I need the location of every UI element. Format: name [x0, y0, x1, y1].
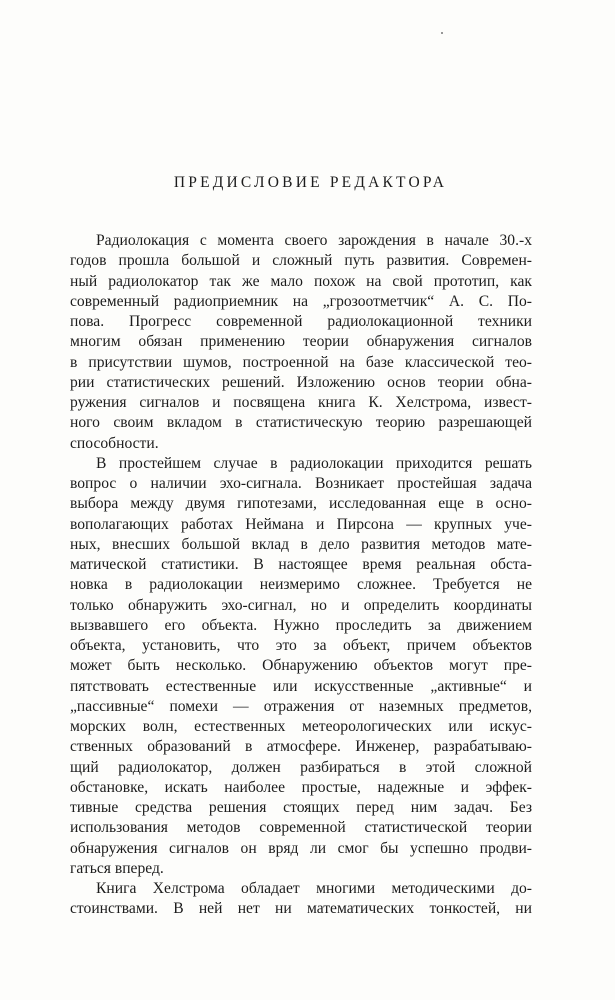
text-line: Радиолокация с момента своего зарождения в начале 30.-х: [96, 232, 532, 249]
page-heading: ПРЕДИСЛОВИЕ РЕДАКТОРА: [173, 174, 448, 191]
text-line: использования методов современной статистической теории: [70, 819, 532, 837]
text-line: современный радиоприемник на „грозоотметчик“ А. С. По-: [70, 292, 532, 310]
text-line: ственных образований в атмосфере. Инженер, разрабатываю-: [70, 738, 532, 756]
text-line: матической статистики. В настоящее время реальная обста-: [70, 556, 532, 573]
text-line: стоинствами. В ней нет ни математических тонкостей, ни: [70, 900, 532, 918]
text-line: гаться вперед.: [70, 859, 164, 877]
text-line: морских волн, естественных метеорологических или искус-: [70, 718, 532, 735]
text-line: В простейшем случае в радиолокации приходится решать: [96, 454, 532, 472]
text-line: годов прошла большой и сложный путь развития. Современ-: [70, 252, 532, 270]
text-line: ный радиолокатор так же мало похож на свой прототип, как: [70, 272, 532, 290]
text-line: способности.: [70, 434, 159, 452]
text-line: пова. Прогресс современной радиолокационной техники: [70, 313, 532, 330]
text-line: в присутствии шумов, построенной на базе классической тео-: [70, 353, 532, 371]
text-line: ного своим вкладом в статистическую теорию разрешающей: [70, 414, 532, 432]
text-line: щий радиолокатор, должен разбираться в этой сложной: [70, 758, 532, 776]
text-line: „пассивные“ помехи — отражения от наземных предметов,: [70, 697, 532, 715]
text-line: Книга Хелстрома обладает многими методическими до-: [96, 880, 532, 897]
text-line: ружения сигналов и посвящена книга К. Хелстрома, извест-: [70, 394, 532, 411]
text-line: тивные средства решения стоящих перед ним задач. Без: [70, 799, 532, 816]
text-line: новка в радиолокации неизмеримо сложнее. Требуется не: [70, 576, 532, 594]
document-body: [70, 231, 532, 920]
text-line: многим обязан применению теории обнаружения сигналов: [70, 333, 532, 351]
text-line: выбора между двумя гипотезами, исследованная еще в осно-: [70, 495, 532, 513]
text-line: только обнаружить эхо-сигнал, но и определить координаты: [70, 596, 532, 614]
text-line: может быть несколько. Обнаружению объектов могут пре-: [70, 657, 532, 675]
text-line: обстановке, искать наиболее простые, надежные и эффек-: [70, 778, 532, 796]
text-line: вызвавшего его объекта. Нужно проследить за движением: [70, 616, 532, 634]
text-line: вопрос о наличии эхо-сигнала. Возникает простейшая задача: [70, 475, 532, 492]
print-speck: [441, 32, 443, 34]
text-line: рии статистических решений. Изложению основ теории обна-: [70, 373, 532, 391]
text-line: ных, внесших большой вклад в дело развития методов мате-: [70, 535, 532, 553]
text-line: пятствовать естественные или искусственные „активные“ и: [70, 677, 532, 695]
text-line: объекта, установить, что это за объект, причем объектов: [70, 637, 532, 654]
text-line: обнаружения сигналов он вряд ли смог бы успешно продви-: [70, 839, 532, 857]
text-line: вополагающих работах Неймана и Пирсона — крупных уче-: [70, 515, 532, 533]
